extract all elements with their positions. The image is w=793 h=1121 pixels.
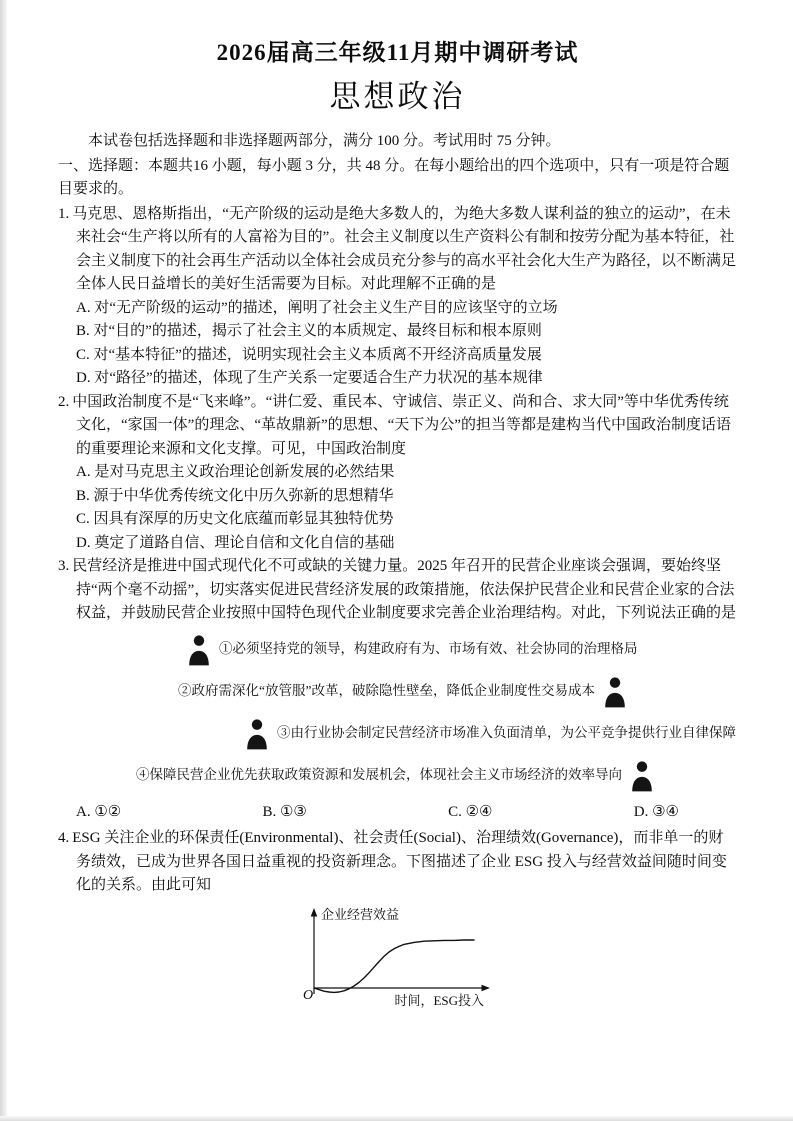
person-icon bbox=[601, 675, 629, 708]
q3-answer-d: D. ③④ bbox=[633, 803, 679, 820]
scan-edge-bottom bbox=[0, 1116, 793, 1121]
question-3 bbox=[58, 555, 737, 824]
question-1-number: 1. bbox=[58, 205, 70, 222]
question-2 bbox=[58, 391, 737, 556]
question-1 bbox=[58, 203, 737, 391]
question-1-option-c: C. 对“基本特征”的描述，说明实现社会主义本质离不开经济高质量发展 bbox=[76, 346, 542, 363]
q3-statements-figure bbox=[58, 633, 737, 792]
question-2-number: 2. bbox=[58, 393, 70, 410]
question-2-option-d: D. 奠定了道路自信、理论自信和文化自信的基础 bbox=[76, 534, 395, 551]
question-1-stem: 马克思、恩格斯指出，“无产阶级的运动是绝大多数人的，为绝大多数人谋利益的独立的运动”，在未来社会“生产将以所有的人富裕为目的”。社会主义制度以生产资料公有制和按劳分配为基本特征，社会主义制度下的社会再生产活动以全体社会成员充分参与的高水平社会化大生产为路径，以不断满足全体人民日益增长的美好生活需要为目标。对此理解不正确的是 bbox=[72, 205, 737, 292]
q3-answer-options bbox=[76, 801, 737, 825]
question-3-stem: 民营经济是推进中国式现代化不可或缺的关键力量。2025 年召开的民营企业座谈会强调，要始终坚持“两个毫不动摇”，切实落实促进民营经济发展的政策措施，依法保护民营企业和民营企业家的合法权益，并鼓励民营企业按照中国特色现代企业制度要求完善企业治理结构。对此，下列说法正确的是 bbox=[72, 558, 737, 621]
question-1-option-d: D. 对“路径”的描述，体现了生产关系一定要适合生产力状况的基本规律 bbox=[76, 370, 543, 386]
q3-answer-c: C. ②④ bbox=[448, 803, 493, 820]
statement-2 bbox=[178, 675, 737, 708]
exam-intro: 本试卷包括选择题和非选择题两部分，满分 100 分。考试用时 75 分钟。 bbox=[88, 133, 561, 149]
q3-answer-a: A. ①② bbox=[76, 803, 122, 820]
x-axis-arrow bbox=[482, 984, 491, 991]
statement-3-text: ③由行业协会制定民营经济市场准入负面清单，为公平竞争提供行业自律保障 bbox=[277, 725, 736, 740]
section-heading: 一、选择题：本题共16 小题，每小题 3 分，共 48 分。在每小题给出的四个选项中，只有一项是符合题目要求的。 bbox=[58, 157, 730, 197]
question-1-option-b: B. 对“目的”的描述，揭示了社会主义的本质规定、最终目标和根本原则 bbox=[76, 323, 542, 339]
question-2-option-a: A. 是对马克思主义政治理论创新发展的必然结果 bbox=[76, 464, 395, 480]
exam-subject: 思想政治 bbox=[329, 79, 466, 114]
question-3-number: 3. bbox=[58, 558, 70, 574]
person-icon bbox=[243, 717, 271, 750]
statement-4 bbox=[136, 759, 737, 792]
statement-1-text: ①必须坚持党的领导，构建政府有为、市场有效、社会协同的治理格局 bbox=[219, 641, 638, 656]
statement-4-text: ④保障民营企业优先获取政策资源和发展机会，体现社会主义市场经济的效率导向 bbox=[136, 767, 622, 782]
esg-curve bbox=[314, 940, 474, 992]
y-axis-arrow bbox=[311, 908, 318, 917]
question-1-option-a: A. 对“无产阶级的运动”的描述，阐明了社会主义生产目的应该坚守的立场 bbox=[76, 299, 558, 316]
chart-x-label: 时间，ESG投入 bbox=[394, 992, 484, 1008]
question-4-stem: ESG 关注企业的环保责任(Environmental)、社会责任(Social)、治理绩效(Governance)，而非单一的财务绩效，已成为世界各国日益重视的投资新理念。下图描述了企业 ESG 投入与经营效益间随时间变化的关系。由此可知 bbox=[72, 830, 727, 893]
person-icon bbox=[628, 759, 656, 792]
exam-title: 2026届高三年级11月期中调研考试 bbox=[216, 40, 579, 65]
chart-y-label: 企业经营效益 bbox=[321, 906, 400, 922]
question-4-number: 4. bbox=[58, 830, 70, 846]
statement-2-text: ②政府需深化“放管服”改革，破除隐性壁垒，降低企业制度性交易成本 bbox=[178, 683, 595, 698]
question-2-option-b: B. 源于中华优秀传统文化中历久弥新的思想精华 bbox=[76, 487, 394, 504]
question-4 bbox=[58, 827, 737, 1016]
question-2-stem: 中国政治制度不是“飞来峰”。“讲仁爱、重民本、守诚信、崇正义、尚和合、求大同”等中华优秀传统文化，“家国一体”的理念、“革故鼎新”的思想、“天下为公”的担当等都是建构当代中国政治制度话语的重要理论来源和文化支撑。可见，中国政治制度 bbox=[72, 393, 731, 457]
q3-answer-b: B. ①③ bbox=[262, 803, 307, 820]
question-2-option-c: C. 因具有深厚的历史文化底蕴而彰显其独特优势 bbox=[76, 511, 394, 527]
person-icon bbox=[185, 633, 213, 666]
chart-origin-label: O bbox=[303, 987, 314, 1003]
statement-3 bbox=[243, 717, 737, 750]
esg-chart bbox=[290, 904, 737, 1016]
statement-1 bbox=[185, 633, 737, 666]
